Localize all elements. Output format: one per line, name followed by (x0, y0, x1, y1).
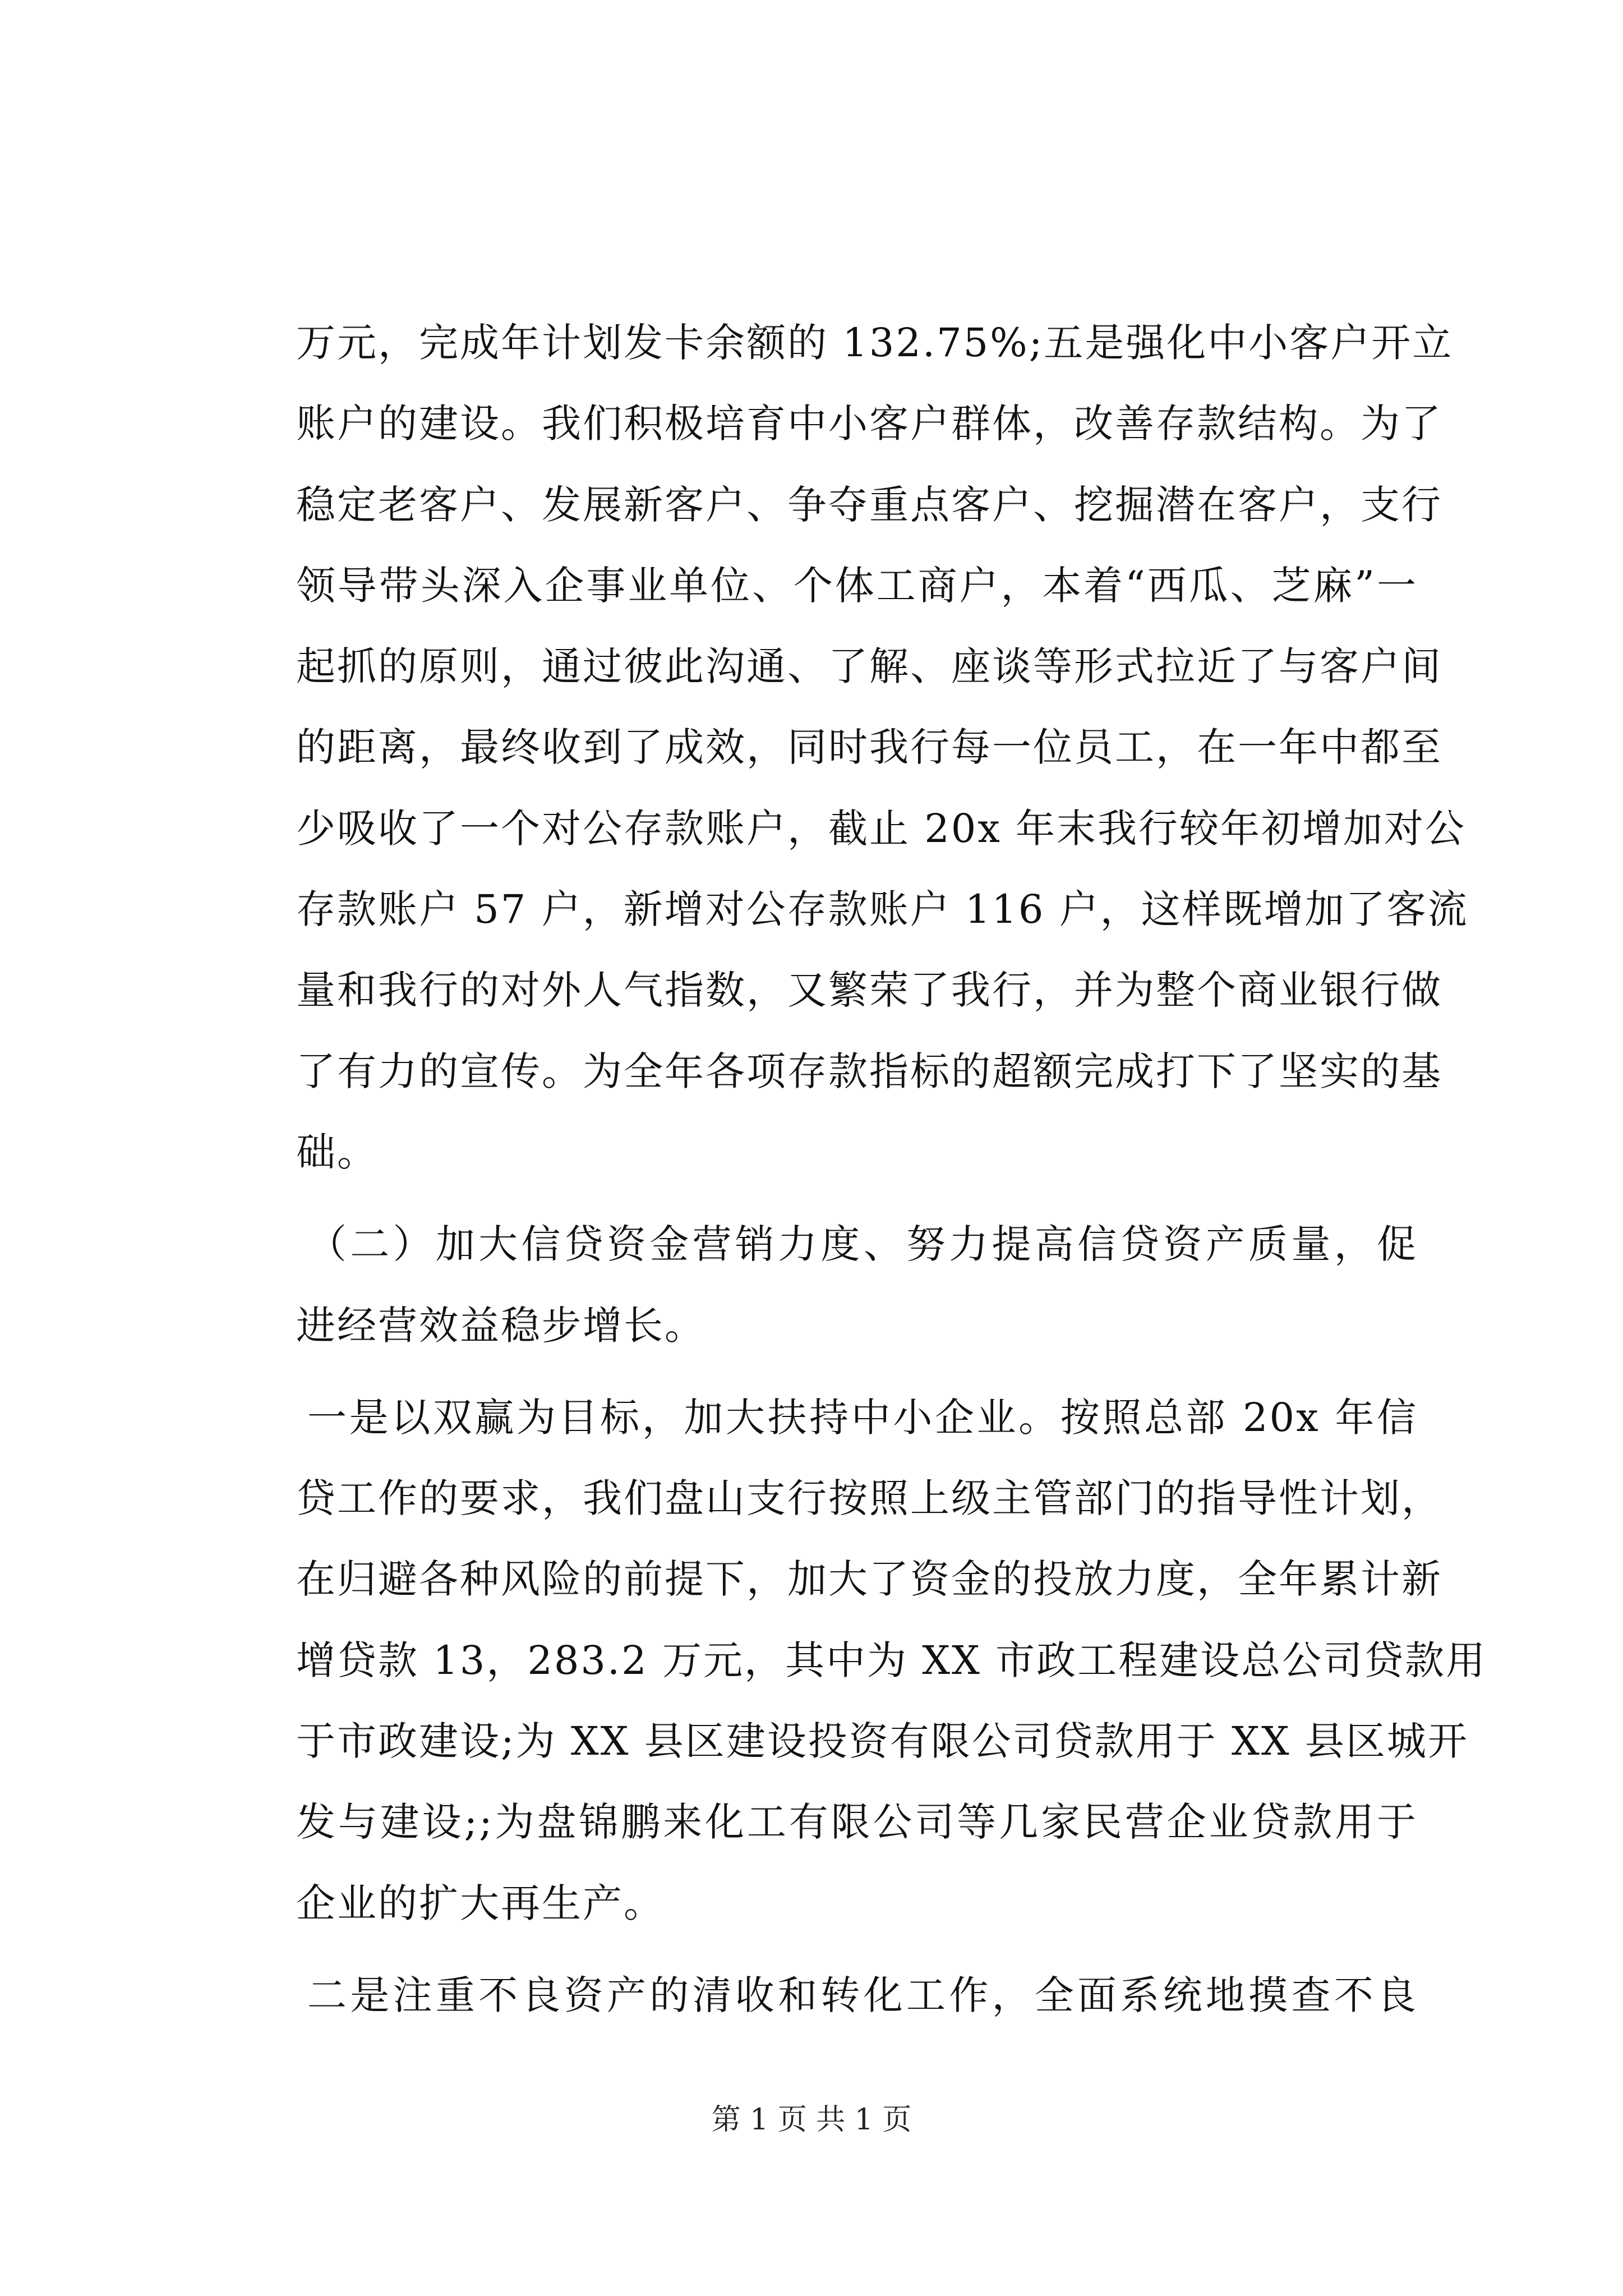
text-line: 万元，完成年计划发卡余额的 132.75%;五是强化中小客户开立 (296, 320, 1454, 366)
paragraph-gap (296, 1366, 1418, 1377)
text-line: 增贷款 13，283.2 万元，其中为 XX 市政工程建设总公司贷款用 (296, 1637, 1487, 1683)
text-line: 了有力的宣传。为全年各项存款指标的超额完成打下了坚实的基 (296, 1048, 1442, 1094)
text-line: 一是以双赢为目标，加大扶持中小企业。按照总部 20x 年信 (307, 1394, 1418, 1441)
paragraph-gap (296, 1193, 1418, 1204)
text-line: 起抓的原则，通过彼此沟通、了解、座谈等形式拉近了与客户间 (296, 643, 1442, 690)
paragraph-gap (296, 1944, 1418, 1955)
text-line: 在归避各种风险的前提下，加大了资金的投放力度，全年累计新 (296, 1556, 1442, 1603)
section-heading-line: 进经营效益稳步增长。 (296, 1302, 706, 1349)
text-line: 企业的扩大再生产。 (296, 1880, 665, 1926)
text-line: 的距离，最终收到了成效，同时我行每一位员工，在一年中都至 (296, 724, 1442, 771)
text-line: 量和我行的对外人气指数，又繁荣了我行，并为整个商业银行做 (296, 967, 1442, 1014)
section-heading-line: （二）加大信贷资金营销力度、努力提高信贷资产质量，促 (307, 1221, 1418, 1268)
document-body (296, 302, 1487, 2036)
text-line: 稳定老客户、发展新客户、争夺重点客户、挖掘潜在客户，支行 (296, 481, 1442, 528)
text-line: 发与建设;;为盘锦鹏来化工有限公司等几家民营企业贷款用于 (296, 1799, 1418, 1846)
text-line: 存款账户 57 户，新增对公存款账户 116 户，这样既增加了客流 (296, 886, 1469, 933)
text-line: 础。 (296, 1129, 378, 1175)
text-line: 少吸收了一个对公存款账户，截止 20x 年末我行较年初增加对公 (296, 805, 1467, 852)
page-footer: 第 1 页 共 1 页 (711, 2103, 912, 2137)
text-line: 领导带头深入企事业单位、个体工商户，本着“西瓜、芝麻”一 (296, 562, 1418, 609)
text-line: 账户的建设。我们积极培育中小客户群体，改善存款结构。为了 (296, 401, 1442, 447)
text-line: 于市政建设;为 XX 县区建设投资有限公司贷款用于 XX 县区城开 (296, 1718, 1469, 1765)
text-line: 贷工作的要求，我们盘山支行按照上级主管部门的指导性计划， (296, 1475, 1442, 1522)
text-line: 二是注重不良资产的清收和转化工作，全面系统地摸查不良 (307, 1972, 1418, 2018)
